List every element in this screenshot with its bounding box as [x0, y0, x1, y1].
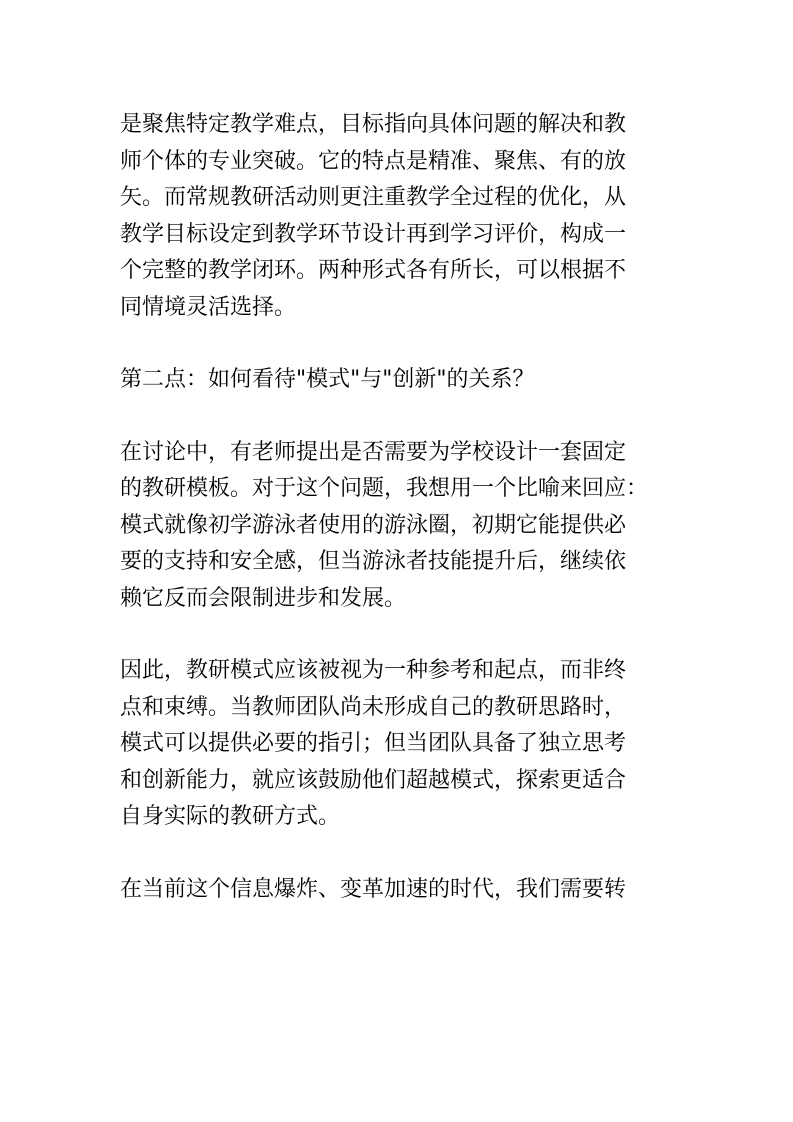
paragraph-template-discussion — [120, 435, 676, 618]
paragraph-information-era — [120, 872, 676, 909]
text-line: 矢。而常规教研活动则更注重教学全过程的优化，从 — [120, 185, 627, 210]
text-line: 教学目标设定到教学环节设计再到学习评价，构成一 — [120, 221, 627, 247]
text-line: 在讨论中，有老师提出是否需要为学校设计一套固定 — [120, 439, 627, 465]
text-line: 因此，教研模式应该被视为一种参考和起点，而非终 — [120, 658, 627, 683]
text-line: 点和束缚。当教师团队尚未形成自己的教研思路时， — [120, 694, 627, 720]
heading-line: 第二点：如何看待"模式"与"创新"的关系？ — [120, 367, 535, 392]
section-heading-second-point — [120, 362, 676, 399]
paragraph-teaching-forms — [120, 107, 676, 326]
text-line: 要的支持和安全感，但当游泳者技能提升后，继续依 — [120, 549, 627, 574]
text-line: 自身实际的教研方式。 — [120, 804, 341, 829]
text-line: 同情境灵活选择。 — [120, 294, 297, 320]
text-line: 模式可以提供必要的指引；但当团队具备了独立思考 — [120, 731, 627, 756]
paragraph-spacer — [120, 326, 676, 362]
text-line: 模式就像初学游泳者使用的游泳圈，初期它能提供必 — [120, 512, 627, 538]
paragraph-spacer — [120, 617, 676, 653]
document-page — [120, 107, 676, 908]
paragraph-spacer — [120, 399, 676, 435]
text-line: 是聚焦特定教学难点，目标指向具体问题的解决和教 — [120, 112, 627, 137]
text-line: 在当前这个信息爆炸、变革加速的时代，我们需要转 — [120, 876, 627, 902]
paragraph-spacer — [120, 836, 676, 872]
text-line: 和创新能力，就应该鼓励他们超越模式，探索更适合 — [120, 767, 627, 793]
text-line: 的教研模板。对于这个问题，我想用一个比喻来回应： — [120, 476, 649, 501]
text-line: 个完整的教学闭环。两种形式各有所长，可以根据不 — [120, 258, 627, 283]
paragraph-model-as-reference — [120, 653, 676, 836]
text-line: 赖它反而会限制进步和发展。 — [120, 585, 407, 611]
text-line: 师个体的专业突破。它的特点是精准、聚焦、有的放 — [120, 148, 627, 174]
